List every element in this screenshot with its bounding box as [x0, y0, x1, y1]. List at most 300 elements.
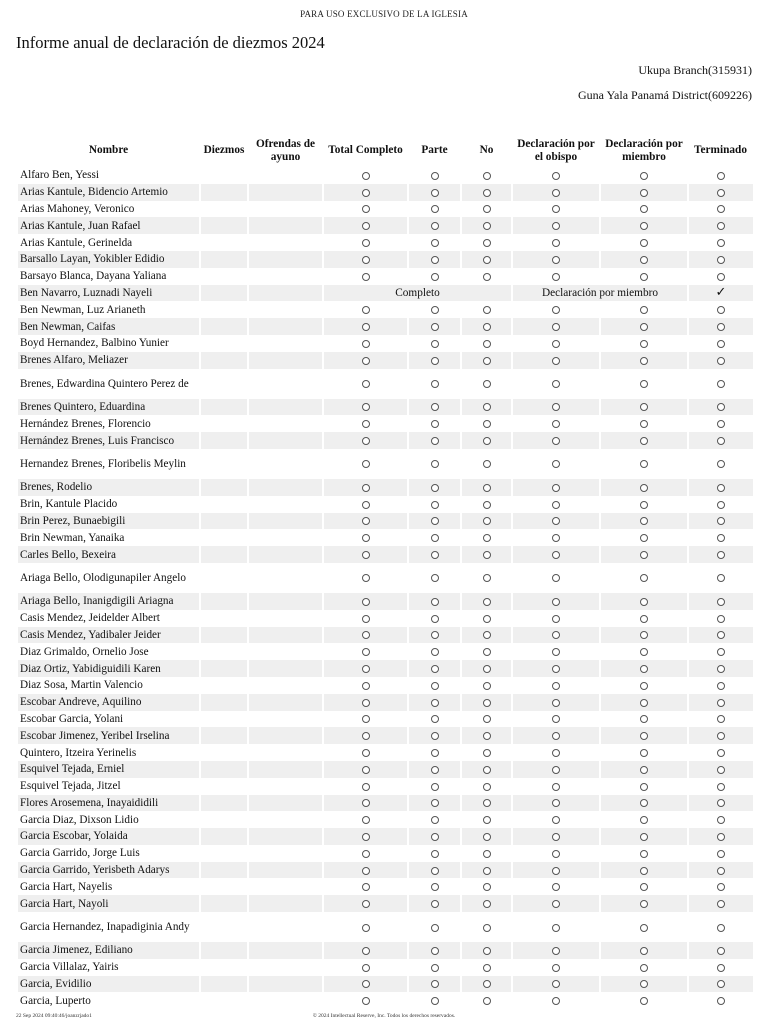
- part-radio[interactable]: [431, 964, 439, 972]
- no-radio[interactable]: [483, 598, 491, 606]
- member-declaration-radio[interactable]: [640, 964, 648, 972]
- no-radio[interactable]: [483, 205, 491, 213]
- part-radio[interactable]: [431, 615, 439, 623]
- no-radio[interactable]: [483, 947, 491, 955]
- member-declaration-radio[interactable]: [640, 648, 648, 656]
- full-radio[interactable]: [362, 357, 370, 365]
- no-radio[interactable]: [483, 783, 491, 791]
- bishop-declaration-radio[interactable]: [552, 699, 560, 707]
- member-declaration-radio[interactable]: [640, 205, 648, 213]
- no-radio[interactable]: [483, 273, 491, 281]
- done-radio[interactable]: [717, 631, 725, 639]
- no-radio[interactable]: [483, 665, 491, 673]
- part-radio[interactable]: [431, 598, 439, 606]
- member-declaration-radio[interactable]: [640, 997, 648, 1005]
- full-radio[interactable]: [362, 460, 370, 468]
- done-radio[interactable]: [717, 648, 725, 656]
- part-radio[interactable]: [431, 833, 439, 841]
- part-radio[interactable]: [431, 551, 439, 559]
- done-radio[interactable]: [717, 947, 725, 955]
- member-declaration-radio[interactable]: [640, 900, 648, 908]
- bishop-declaration-radio[interactable]: [552, 256, 560, 264]
- done-radio[interactable]: [717, 437, 725, 445]
- no-radio[interactable]: [483, 574, 491, 582]
- part-radio[interactable]: [431, 501, 439, 509]
- done-radio[interactable]: [717, 256, 725, 264]
- full-radio[interactable]: [362, 551, 370, 559]
- full-radio[interactable]: [362, 517, 370, 525]
- bishop-declaration-radio[interactable]: [552, 732, 560, 740]
- bishop-declaration-radio[interactable]: [552, 615, 560, 623]
- full-radio[interactable]: [362, 900, 370, 908]
- member-declaration-radio[interactable]: [640, 682, 648, 690]
- member-declaration-radio[interactable]: [640, 715, 648, 723]
- member-declaration-radio[interactable]: [640, 551, 648, 559]
- member-declaration-radio[interactable]: [640, 766, 648, 774]
- full-radio[interactable]: [362, 816, 370, 824]
- full-radio[interactable]: [362, 883, 370, 891]
- member-name: Ben Newman, Luz Arianeth: [20, 303, 146, 316]
- part-radio[interactable]: [431, 534, 439, 542]
- member-declaration-radio[interactable]: [640, 867, 648, 875]
- no-radio[interactable]: [483, 997, 491, 1005]
- full-radio[interactable]: [362, 403, 370, 411]
- part-radio[interactable]: [431, 900, 439, 908]
- bishop-declaration-radio[interactable]: [552, 947, 560, 955]
- member-declaration-radio[interactable]: [640, 273, 648, 281]
- part-radio[interactable]: [431, 924, 439, 932]
- member-declaration-radio[interactable]: [640, 517, 648, 525]
- bishop-declaration-radio[interactable]: [552, 924, 560, 932]
- done-cell: [688, 234, 753, 251]
- done-radio[interactable]: [717, 222, 725, 230]
- bishop-declaration-radio[interactable]: [552, 484, 560, 492]
- done-radio[interactable]: [717, 205, 725, 213]
- member-declaration-radio[interactable]: [640, 799, 648, 807]
- part-radio[interactable]: [431, 783, 439, 791]
- table-row: [17, 761, 753, 778]
- full-radio[interactable]: [362, 273, 370, 281]
- bishop-declaration-radio[interactable]: [552, 816, 560, 824]
- bishop-declaration-radio[interactable]: [552, 980, 560, 988]
- part-radio[interactable]: [431, 205, 439, 213]
- part-radio[interactable]: [431, 172, 439, 180]
- bishop-declaration-radio[interactable]: [552, 403, 560, 411]
- member-declaration-radio[interactable]: [640, 665, 648, 673]
- no-radio[interactable]: [483, 699, 491, 707]
- full-radio[interactable]: [362, 306, 370, 314]
- member-declaration-radio[interactable]: [640, 323, 648, 331]
- member-declaration-radio[interactable]: [640, 437, 648, 445]
- full-radio[interactable]: [362, 732, 370, 740]
- done-radio[interactable]: [717, 883, 725, 891]
- member-declaration-radio[interactable]: [640, 306, 648, 314]
- no-radio[interactable]: [483, 883, 491, 891]
- bishop-declaration-radio[interactable]: [552, 783, 560, 791]
- bishop-declaration-cell: [512, 479, 600, 496]
- full-radio[interactable]: [362, 682, 370, 690]
- bishop-declaration-radio[interactable]: [552, 598, 560, 606]
- member-declaration-radio[interactable]: [640, 380, 648, 388]
- part-radio[interactable]: [431, 340, 439, 348]
- done-radio[interactable]: [717, 239, 725, 247]
- member-declaration-cell: [600, 912, 688, 942]
- member-declaration-radio[interactable]: [640, 256, 648, 264]
- part-radio[interactable]: [431, 256, 439, 264]
- part-radio[interactable]: [431, 403, 439, 411]
- table-row: [17, 318, 753, 335]
- part-radio[interactable]: [431, 222, 439, 230]
- member-declaration-radio[interactable]: [640, 222, 648, 230]
- no-radio[interactable]: [483, 239, 491, 247]
- no-radio[interactable]: [483, 648, 491, 656]
- no-radio[interactable]: [483, 551, 491, 559]
- member-declaration-radio[interactable]: [640, 403, 648, 411]
- no-radio[interactable]: [483, 900, 491, 908]
- done-radio[interactable]: [717, 273, 725, 281]
- table-row: [17, 399, 753, 416]
- no-radio[interactable]: [483, 403, 491, 411]
- done-radio[interactable]: [717, 766, 725, 774]
- full-radio[interactable]: [362, 631, 370, 639]
- full-radio[interactable]: [362, 648, 370, 656]
- member-declaration-radio[interactable]: [640, 850, 648, 858]
- part-radio[interactable]: [431, 867, 439, 875]
- part-radio[interactable]: [431, 460, 439, 468]
- done-radio[interactable]: [717, 357, 725, 365]
- part-cell: [408, 369, 461, 399]
- full-radio[interactable]: [362, 256, 370, 264]
- no-radio[interactable]: [483, 867, 491, 875]
- done-radio[interactable]: [717, 980, 725, 988]
- full-radio[interactable]: [362, 715, 370, 723]
- done-radio[interactable]: [717, 534, 725, 542]
- part-radio[interactable]: [431, 648, 439, 656]
- bishop-declaration-radio[interactable]: [552, 420, 560, 428]
- full-radio[interactable]: [362, 997, 370, 1005]
- no-radio[interactable]: [483, 437, 491, 445]
- no-radio[interactable]: [483, 766, 491, 774]
- done-cell: [688, 201, 753, 218]
- full-radio[interactable]: [362, 699, 370, 707]
- member-declaration-radio[interactable]: [640, 732, 648, 740]
- part-cell: [408, 593, 461, 610]
- member-declaration-radio[interactable]: [640, 749, 648, 757]
- done-radio[interactable]: [717, 615, 725, 623]
- bishop-declaration-radio[interactable]: [552, 189, 560, 197]
- part-cell: [408, 862, 461, 879]
- no-radio[interactable]: [483, 980, 491, 988]
- done-radio[interactable]: [717, 715, 725, 723]
- bishop-declaration-radio[interactable]: [552, 574, 560, 582]
- part-radio[interactable]: [431, 380, 439, 388]
- no-radio[interactable]: [483, 816, 491, 824]
- no-radio[interactable]: [483, 460, 491, 468]
- done-radio[interactable]: [717, 403, 725, 411]
- done-radio[interactable]: [717, 380, 725, 388]
- no-radio[interactable]: [483, 833, 491, 841]
- bishop-declaration-radio[interactable]: [552, 340, 560, 348]
- part-radio[interactable]: [431, 947, 439, 955]
- done-radio[interactable]: [717, 517, 725, 525]
- full-radio[interactable]: [362, 323, 370, 331]
- bishop-declaration-cell: [512, 593, 600, 610]
- bishop-declaration-radio[interactable]: [552, 749, 560, 757]
- no-radio[interactable]: [483, 850, 491, 858]
- bishop-declaration-radio[interactable]: [552, 715, 560, 723]
- no-radio[interactable]: [483, 306, 491, 314]
- done-radio[interactable]: [717, 420, 725, 428]
- member-declaration-radio[interactable]: [640, 833, 648, 841]
- part-radio[interactable]: [431, 799, 439, 807]
- member-declaration-radio[interactable]: [640, 924, 648, 932]
- bishop-declaration-radio[interactable]: [552, 437, 560, 445]
- done-radio[interactable]: [717, 833, 725, 841]
- bishop-declaration-radio[interactable]: [552, 222, 560, 230]
- part-radio[interactable]: [431, 189, 439, 197]
- done-radio[interactable]: [717, 682, 725, 690]
- part-radio[interactable]: [431, 631, 439, 639]
- full-radio[interactable]: [362, 749, 370, 757]
- no-radio[interactable]: [483, 732, 491, 740]
- fast-offering-cell: [248, 811, 323, 828]
- full-radio[interactable]: [362, 501, 370, 509]
- done-radio[interactable]: [717, 501, 725, 509]
- part-radio[interactable]: [431, 357, 439, 365]
- no-radio[interactable]: [483, 682, 491, 690]
- done-radio[interactable]: [717, 850, 725, 858]
- part-radio[interactable]: [431, 883, 439, 891]
- full-radio[interactable]: [362, 833, 370, 841]
- col-header-done: Terminado: [694, 144, 747, 156]
- bishop-declaration-radio[interactable]: [552, 551, 560, 559]
- full-radio[interactable]: [362, 340, 370, 348]
- done-radio[interactable]: [717, 189, 725, 197]
- no-radio[interactable]: [483, 323, 491, 331]
- full-radio[interactable]: [362, 172, 370, 180]
- member-declaration-radio[interactable]: [640, 783, 648, 791]
- no-radio[interactable]: [483, 631, 491, 639]
- full-radio[interactable]: [362, 189, 370, 197]
- part-radio[interactable]: [431, 682, 439, 690]
- member-declaration-radio[interactable]: [640, 340, 648, 348]
- member-declaration-radio[interactable]: [640, 357, 648, 365]
- done-radio[interactable]: [717, 460, 725, 468]
- full-radio[interactable]: [362, 598, 370, 606]
- no-radio[interactable]: [483, 256, 491, 264]
- bishop-declaration-radio[interactable]: [552, 501, 560, 509]
- full-radio[interactable]: [362, 766, 370, 774]
- done-radio[interactable]: [717, 340, 725, 348]
- part-radio[interactable]: [431, 517, 439, 525]
- member-declaration-radio[interactable]: [640, 980, 648, 988]
- full-radio[interactable]: [362, 437, 370, 445]
- bishop-declaration-radio[interactable]: [552, 460, 560, 468]
- bishop-declaration-radio[interactable]: [552, 357, 560, 365]
- full-radio[interactable]: [362, 964, 370, 972]
- full-radio[interactable]: [362, 783, 370, 791]
- member-declaration-radio[interactable]: [640, 239, 648, 247]
- bishop-declaration-radio[interactable]: [552, 172, 560, 180]
- bishop-declaration-radio[interactable]: [552, 799, 560, 807]
- no-radio[interactable]: [483, 924, 491, 932]
- part-radio[interactable]: [431, 273, 439, 281]
- no-radio[interactable]: [483, 615, 491, 623]
- bishop-declaration-radio[interactable]: [552, 517, 560, 525]
- full-radio[interactable]: [362, 867, 370, 875]
- member-declaration-radio[interactable]: [640, 947, 648, 955]
- bishop-declaration-radio[interactable]: [552, 997, 560, 1005]
- done-radio[interactable]: [717, 924, 725, 932]
- member-declaration-radio[interactable]: [640, 883, 648, 891]
- no-radio[interactable]: [483, 357, 491, 365]
- no-radio[interactable]: [483, 484, 491, 492]
- done-radio[interactable]: [717, 699, 725, 707]
- bishop-declaration-radio[interactable]: [552, 648, 560, 656]
- bishop-declaration-radio[interactable]: [552, 323, 560, 331]
- full-radio[interactable]: [362, 205, 370, 213]
- done-radio[interactable]: [717, 799, 725, 807]
- bishop-declaration-radio[interactable]: [552, 205, 560, 213]
- part-radio[interactable]: [431, 732, 439, 740]
- done-radio[interactable]: [717, 900, 725, 908]
- part-radio[interactable]: [431, 997, 439, 1005]
- part-radio[interactable]: [431, 323, 439, 331]
- member-name: Brin Perez, Bunaebigili: [20, 514, 126, 527]
- no-radio[interactable]: [483, 172, 491, 180]
- no-radio[interactable]: [483, 715, 491, 723]
- done-radio[interactable]: [717, 816, 725, 824]
- part-radio[interactable]: [431, 437, 439, 445]
- full-radio[interactable]: [362, 484, 370, 492]
- member-declaration-radio[interactable]: [640, 699, 648, 707]
- done-radio[interactable]: [717, 323, 725, 331]
- bishop-declaration-radio[interactable]: [552, 665, 560, 673]
- member-declaration-cell: [600, 415, 688, 432]
- done-radio[interactable]: [717, 783, 725, 791]
- no-radio[interactable]: [483, 799, 491, 807]
- full-radio[interactable]: [362, 239, 370, 247]
- full-radio[interactable]: [362, 665, 370, 673]
- no-radio[interactable]: [483, 340, 491, 348]
- no-radio[interactable]: [483, 380, 491, 388]
- bishop-declaration-cell: [512, 778, 600, 795]
- done-radio[interactable]: [717, 732, 725, 740]
- part-radio[interactable]: [431, 816, 439, 824]
- full-radio[interactable]: [362, 924, 370, 932]
- member-declaration-radio[interactable]: [640, 484, 648, 492]
- full-radio[interactable]: [362, 222, 370, 230]
- full-radio[interactable]: [362, 534, 370, 542]
- bishop-declaration-radio[interactable]: [552, 306, 560, 314]
- bishop-declaration-radio[interactable]: [552, 833, 560, 841]
- part-cell: [408, 660, 461, 677]
- bishop-declaration-radio[interactable]: [552, 534, 560, 542]
- bishop-declaration-radio[interactable]: [552, 850, 560, 858]
- full-radio[interactable]: [362, 574, 370, 582]
- member-declaration-radio[interactable]: [640, 598, 648, 606]
- no-radio[interactable]: [483, 749, 491, 757]
- done-radio[interactable]: [717, 172, 725, 180]
- part-radio[interactable]: [431, 306, 439, 314]
- part-radio[interactable]: [431, 850, 439, 858]
- bishop-declaration-radio[interactable]: [552, 867, 560, 875]
- member-declaration-radio[interactable]: [640, 420, 648, 428]
- bishop-declaration-radio[interactable]: [552, 964, 560, 972]
- bishop-declaration-radio[interactable]: [552, 883, 560, 891]
- part-radio[interactable]: [431, 980, 439, 988]
- member-declaration-radio[interactable]: [640, 534, 648, 542]
- part-radio[interactable]: [431, 665, 439, 673]
- full-radio[interactable]: [362, 420, 370, 428]
- full-radio[interactable]: [362, 799, 370, 807]
- bishop-declaration-radio[interactable]: [552, 239, 560, 247]
- done-radio[interactable]: [717, 306, 725, 314]
- full-radio[interactable]: [362, 980, 370, 988]
- no-radio[interactable]: [483, 501, 491, 509]
- part-radio[interactable]: [431, 420, 439, 428]
- member-declaration-radio[interactable]: [640, 172, 648, 180]
- no-radio[interactable]: [483, 189, 491, 197]
- part-radio[interactable]: [431, 766, 439, 774]
- bishop-declaration-radio[interactable]: [552, 682, 560, 690]
- no-radio[interactable]: [483, 534, 491, 542]
- bishop-declaration-cell: [512, 828, 600, 845]
- part-radio[interactable]: [431, 749, 439, 757]
- full-radio[interactable]: [362, 615, 370, 623]
- no-cell: [461, 352, 512, 369]
- done-radio[interactable]: [717, 867, 725, 875]
- member-declaration-radio[interactable]: [640, 460, 648, 468]
- done-radio[interactable]: [717, 598, 725, 606]
- bishop-declaration-radio[interactable]: [552, 631, 560, 639]
- no-radio[interactable]: [483, 222, 491, 230]
- member-declaration-radio[interactable]: [640, 574, 648, 582]
- full-radio[interactable]: [362, 380, 370, 388]
- member-declaration-radio[interactable]: [640, 631, 648, 639]
- part-radio[interactable]: [431, 574, 439, 582]
- member-declaration-radio[interactable]: [640, 615, 648, 623]
- done-radio[interactable]: [717, 665, 725, 673]
- bishop-declaration-cell: [512, 268, 600, 285]
- member-declaration-radio[interactable]: [640, 189, 648, 197]
- member-declaration-radio[interactable]: [640, 816, 648, 824]
- no-radio[interactable]: [483, 517, 491, 525]
- done-radio[interactable]: [717, 551, 725, 559]
- done-radio[interactable]: [717, 574, 725, 582]
- bishop-declaration-radio[interactable]: [552, 766, 560, 774]
- part-cell: [408, 895, 461, 912]
- full-radio[interactable]: [362, 850, 370, 858]
- bishop-declaration-radio[interactable]: [552, 380, 560, 388]
- bishop-declaration-radio[interactable]: [552, 273, 560, 281]
- done-radio[interactable]: [717, 997, 725, 1005]
- no-radio[interactable]: [483, 964, 491, 972]
- done-radio[interactable]: [717, 484, 725, 492]
- tithing-declaration-table: [16, 134, 753, 1009]
- part-radio[interactable]: [431, 239, 439, 247]
- no-radio[interactable]: [483, 420, 491, 428]
- part-radio[interactable]: [431, 699, 439, 707]
- done-radio[interactable]: [717, 749, 725, 757]
- member-declaration-radio[interactable]: [640, 501, 648, 509]
- bishop-declaration-radio[interactable]: [552, 900, 560, 908]
- done-cell: [688, 744, 753, 761]
- part-radio[interactable]: [431, 484, 439, 492]
- part-radio[interactable]: [431, 715, 439, 723]
- done-radio[interactable]: [717, 964, 725, 972]
- full-radio[interactable]: [362, 947, 370, 955]
